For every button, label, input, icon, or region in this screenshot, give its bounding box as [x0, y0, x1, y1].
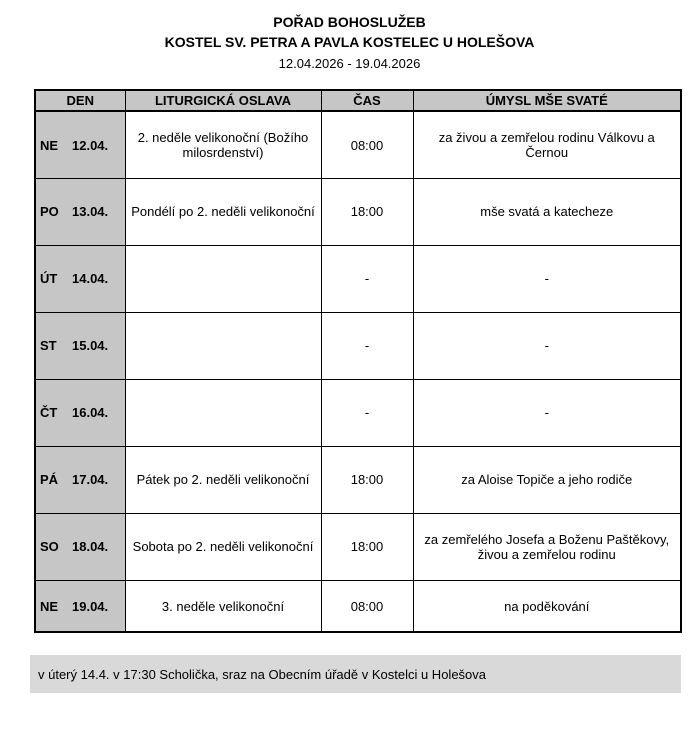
- day-abbrev: ST: [40, 338, 57, 354]
- intention-cell: za Aloise Topiče a jeho rodiče: [413, 446, 681, 513]
- time-cell: -: [321, 245, 413, 312]
- celebration-cell: [125, 312, 321, 379]
- title-block: [0, 12, 699, 73]
- day-date: 19.04.: [72, 598, 109, 614]
- time-cell: 08:00: [321, 580, 413, 632]
- day-abbrev: PÁ: [40, 472, 59, 488]
- footer-note-bar: [30, 655, 681, 693]
- celebration-cell: [125, 245, 321, 312]
- table-row: [35, 178, 681, 245]
- schedule-table: [34, 89, 682, 633]
- day-cell: [35, 178, 125, 245]
- day-cell: [35, 513, 125, 580]
- time-cell: 18:00: [321, 446, 413, 513]
- table-row: [35, 580, 681, 632]
- day-cell: [35, 580, 125, 632]
- day-date: 16.04.: [72, 405, 109, 421]
- date-range: 12.04.2026 - 19.04.2026: [278, 55, 421, 71]
- time-cell: 18:00: [321, 178, 413, 245]
- table-header-row: [35, 90, 681, 111]
- day-abbrev: SO: [40, 539, 59, 555]
- celebration-cell: Pondélí po 2. neděli velikonoční: [125, 178, 321, 245]
- day-abbrev: PO: [40, 204, 59, 220]
- header-umysl: ÚMYSL MŠE SVATÉ: [413, 90, 681, 111]
- day-date: 17.04.: [72, 472, 109, 488]
- celebration-cell: Sobota po 2. neděli velikonoční: [125, 513, 321, 580]
- day-date: 14.04.: [72, 271, 109, 287]
- intention-cell: za živou a zemřelou rodinu Válkovu a Černou: [413, 111, 681, 178]
- day-date: 13.04.: [72, 204, 109, 220]
- table-row: [35, 446, 681, 513]
- intention-cell: mše svatá a katecheze: [413, 178, 681, 245]
- header-cas: ČAS: [321, 90, 413, 111]
- celebration-cell: [125, 379, 321, 446]
- day-abbrev: ČT: [40, 405, 58, 421]
- intention-cell: za zemřelého Josefa a Boženu Paštěkovy, živou a zemřelou rodinu: [413, 513, 681, 580]
- table-row: [35, 245, 681, 312]
- intention-cell: -: [413, 379, 681, 446]
- day-date: 15.04.: [72, 338, 109, 354]
- page-title: POŘAD BOHOSLUŽEB: [273, 14, 426, 30]
- day-abbrev: NE: [40, 137, 59, 153]
- intention-cell: -: [413, 312, 681, 379]
- day-cell: [35, 245, 125, 312]
- header-den: DEN: [35, 90, 125, 111]
- day-cell: [35, 312, 125, 379]
- celebration-cell: Pátek po 2. neděli velikonoční: [125, 446, 321, 513]
- time-cell: -: [321, 379, 413, 446]
- day-cell: [35, 111, 125, 178]
- page-subtitle: KOSTEL SV. PETRA A PAVLA KOSTELEC U HOLEŠOVA: [164, 34, 535, 51]
- table-row: [35, 312, 681, 379]
- day-date: 18.04.: [72, 539, 109, 555]
- day-abbrev: ÚT: [40, 271, 58, 287]
- day-abbrev: NE: [40, 598, 59, 614]
- table-row: [35, 111, 681, 178]
- header-liturgicka: LITURGICKÁ OSLAVA: [125, 90, 321, 111]
- table-row: [35, 379, 681, 446]
- table-row: [35, 513, 681, 580]
- intention-cell: na poděkování: [413, 580, 681, 632]
- day-cell: [35, 379, 125, 446]
- time-cell: -: [321, 312, 413, 379]
- schedule-table-wrapper: [34, 89, 681, 633]
- time-cell: 18:00: [321, 513, 413, 580]
- celebration-cell: 3. neděle velikonoční: [125, 580, 321, 632]
- intention-cell: -: [413, 245, 681, 312]
- day-cell: [35, 446, 125, 513]
- time-cell: 08:00: [321, 111, 413, 178]
- footer-note: v úterý 14.4. v 17:30 Scholička, sraz na Obecním úřadě v Kostelci u Holešova: [38, 666, 487, 682]
- celebration-cell: 2. neděle velikonoční (Božího milosrdenství): [125, 111, 321, 178]
- day-date: 12.04.: [72, 137, 109, 153]
